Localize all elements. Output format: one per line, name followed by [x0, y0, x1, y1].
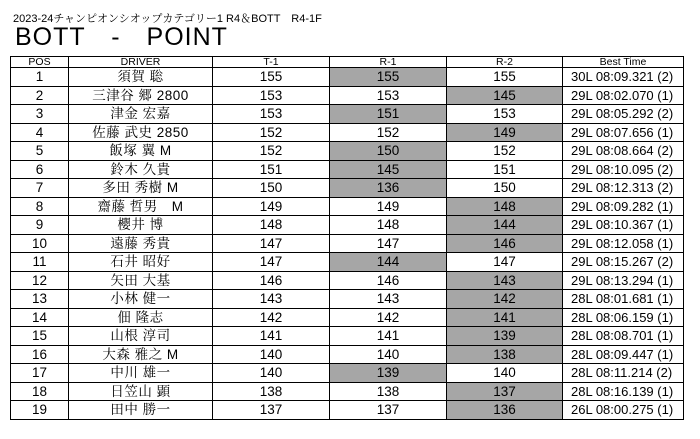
document-title: BOTT - POINT: [15, 23, 228, 51]
cell-pos: 15: [11, 327, 69, 346]
cell-r1: 146: [330, 271, 447, 290]
table-row: [11, 160, 684, 179]
cell-driver: 佃 隆志: [69, 308, 213, 327]
table-row: [11, 179, 684, 198]
cell-best-time: 26L 08:00.275 (1): [563, 401, 684, 420]
cell-t1: 153: [213, 105, 330, 124]
cell-r2: 146: [447, 234, 563, 253]
cell-t1: 152: [213, 142, 330, 161]
header-r2: R-2: [447, 57, 563, 68]
cell-driver: 須賀 聡: [69, 68, 213, 87]
cell-r2: 145: [447, 86, 563, 105]
cell-t1: 150: [213, 179, 330, 198]
header-t1: T-1: [213, 57, 330, 68]
cell-best-time: 29L 08:05.292 (2): [563, 105, 684, 124]
cell-driver: 中川 雄一: [69, 364, 213, 383]
table-header-row: [11, 57, 684, 68]
cell-driver: 遠藤 秀貴: [69, 234, 213, 253]
cell-t1: 142: [213, 308, 330, 327]
cell-pos: 1: [11, 68, 69, 87]
table-row: [11, 290, 684, 309]
cell-driver: 齋藤 哲男 M: [69, 197, 213, 216]
document-subtitle: 2023-24チャンピオンシオップカテゴリー1 R4＆BOTT R4-1F: [13, 13, 322, 25]
cell-t1: 141: [213, 327, 330, 346]
cell-t1: 152: [213, 123, 330, 142]
cell-r2: 152: [447, 142, 563, 161]
cell-best-time: 28L 08:16.139 (1): [563, 382, 684, 401]
cell-r1: 141: [330, 327, 447, 346]
cell-r2: 141: [447, 308, 563, 327]
cell-r1: 137: [330, 401, 447, 420]
cell-pos: 4: [11, 123, 69, 142]
cell-pos: 14: [11, 308, 69, 327]
table-row: [11, 345, 684, 364]
table-row: [11, 308, 684, 327]
table-row: [11, 216, 684, 235]
cell-t1: 153: [213, 86, 330, 105]
table-row: [11, 364, 684, 383]
results-table: [10, 56, 684, 420]
cell-driver: 小林 健一: [69, 290, 213, 309]
table-row: [11, 197, 684, 216]
cell-pos: 3: [11, 105, 69, 124]
cell-best-time: 29L 08:10.095 (2): [563, 160, 684, 179]
cell-driver: 鈴木 久貴: [69, 160, 213, 179]
cell-r2: 153: [447, 105, 563, 124]
cell-best-time: 29L 08:12.313 (2): [563, 179, 684, 198]
cell-pos: 18: [11, 382, 69, 401]
table-row: [11, 68, 684, 87]
cell-r1: 148: [330, 216, 447, 235]
cell-best-time: 29L 08:08.664 (2): [563, 142, 684, 161]
cell-driver: 日笠山 顕: [69, 382, 213, 401]
cell-best-time: 29L 08:09.282 (1): [563, 197, 684, 216]
cell-r1: 142: [330, 308, 447, 327]
table-row: [11, 253, 684, 272]
table-row: [11, 234, 684, 253]
cell-t1: 151: [213, 160, 330, 179]
cell-r1: 143: [330, 290, 447, 309]
cell-r1: 139: [330, 364, 447, 383]
cell-best-time: 28L 08:11.214 (2): [563, 364, 684, 383]
table-row: [11, 86, 684, 105]
cell-driver: 佐藤 武史 2850: [69, 123, 213, 142]
cell-driver: 櫻井 博: [69, 216, 213, 235]
table-row: [11, 327, 684, 346]
cell-r1: 151: [330, 105, 447, 124]
cell-r2: 138: [447, 345, 563, 364]
cell-t1: 143: [213, 290, 330, 309]
cell-t1: 149: [213, 197, 330, 216]
table-row: [11, 142, 684, 161]
cell-r1: 138: [330, 382, 447, 401]
cell-t1: 146: [213, 271, 330, 290]
cell-pos: 5: [11, 142, 69, 161]
cell-pos: 17: [11, 364, 69, 383]
table-row: [11, 123, 684, 142]
cell-r1: 145: [330, 160, 447, 179]
cell-r1: 152: [330, 123, 447, 142]
cell-r2: 144: [447, 216, 563, 235]
cell-r2: 139: [447, 327, 563, 346]
cell-driver: 石井 昭好: [69, 253, 213, 272]
cell-r2: 137: [447, 382, 563, 401]
cell-pos: 13: [11, 290, 69, 309]
cell-best-time: 29L 08:13.294 (1): [563, 271, 684, 290]
cell-r1: 155: [330, 68, 447, 87]
cell-driver: 矢田 大基: [69, 271, 213, 290]
cell-t1: 137: [213, 401, 330, 420]
table-row: [11, 271, 684, 290]
cell-best-time: 29L 08:12.058 (1): [563, 234, 684, 253]
cell-best-time: 29L 08:15.267 (2): [563, 253, 684, 272]
header-best-time: Best Time: [563, 57, 684, 68]
cell-driver: 田中 勝一: [69, 401, 213, 420]
cell-pos: 2: [11, 86, 69, 105]
cell-t1: 138: [213, 382, 330, 401]
cell-pos: 19: [11, 401, 69, 420]
cell-driver: 飯塚 翼 M: [69, 142, 213, 161]
header-driver: DRIVER: [69, 57, 213, 68]
cell-pos: 10: [11, 234, 69, 253]
cell-best-time: 29L 08:02.070 (1): [563, 86, 684, 105]
table-row: [11, 105, 684, 124]
cell-pos: 16: [11, 345, 69, 364]
cell-best-time: 28L 08:01.681 (1): [563, 290, 684, 309]
cell-r1: 153: [330, 86, 447, 105]
cell-r2: 155: [447, 68, 563, 87]
cell-pos: 9: [11, 216, 69, 235]
cell-r2: 149: [447, 123, 563, 142]
table-row: [11, 401, 684, 420]
cell-best-time: 28L 08:06.159 (1): [563, 308, 684, 327]
cell-best-time: 28L 08:09.447 (1): [563, 345, 684, 364]
table-body: [11, 68, 684, 420]
cell-r1: 147: [330, 234, 447, 253]
cell-r2: 147: [447, 253, 563, 272]
cell-best-time: 29L 08:10.367 (1): [563, 216, 684, 235]
cell-t1: 140: [213, 345, 330, 364]
cell-best-time: 28L 08:08.701 (1): [563, 327, 684, 346]
header-pos: POS: [11, 57, 69, 68]
cell-t1: 140: [213, 364, 330, 383]
cell-r1: 136: [330, 179, 447, 198]
cell-driver: 大森 雅之 M: [69, 345, 213, 364]
cell-r1: 144: [330, 253, 447, 272]
cell-driver: 三津谷 郷 2800: [69, 86, 213, 105]
cell-t1: 147: [213, 253, 330, 272]
cell-r2: 150: [447, 179, 563, 198]
cell-pos: 12: [11, 271, 69, 290]
cell-driver: 山根 淳司: [69, 327, 213, 346]
cell-r2: 142: [447, 290, 563, 309]
cell-r1: 149: [330, 197, 447, 216]
cell-r2: 143: [447, 271, 563, 290]
cell-best-time: 29L 08:07.656 (1): [563, 123, 684, 142]
cell-pos: 8: [11, 197, 69, 216]
cell-t1: 155: [213, 68, 330, 87]
cell-r1: 150: [330, 142, 447, 161]
cell-r1: 140: [330, 345, 447, 364]
cell-t1: 147: [213, 234, 330, 253]
cell-best-time: 30L 08:09.321 (2): [563, 68, 684, 87]
cell-pos: 6: [11, 160, 69, 179]
cell-r2: 151: [447, 160, 563, 179]
cell-r2: 148: [447, 197, 563, 216]
cell-pos: 7: [11, 179, 69, 198]
cell-pos: 11: [11, 253, 69, 272]
cell-driver: 多田 秀樹 M: [69, 179, 213, 198]
cell-driver: 津金 宏嘉: [69, 105, 213, 124]
header-r1: R-1: [330, 57, 447, 68]
cell-t1: 148: [213, 216, 330, 235]
cell-r2: 136: [447, 401, 563, 420]
cell-r2: 140: [447, 364, 563, 383]
table-row: [11, 382, 684, 401]
